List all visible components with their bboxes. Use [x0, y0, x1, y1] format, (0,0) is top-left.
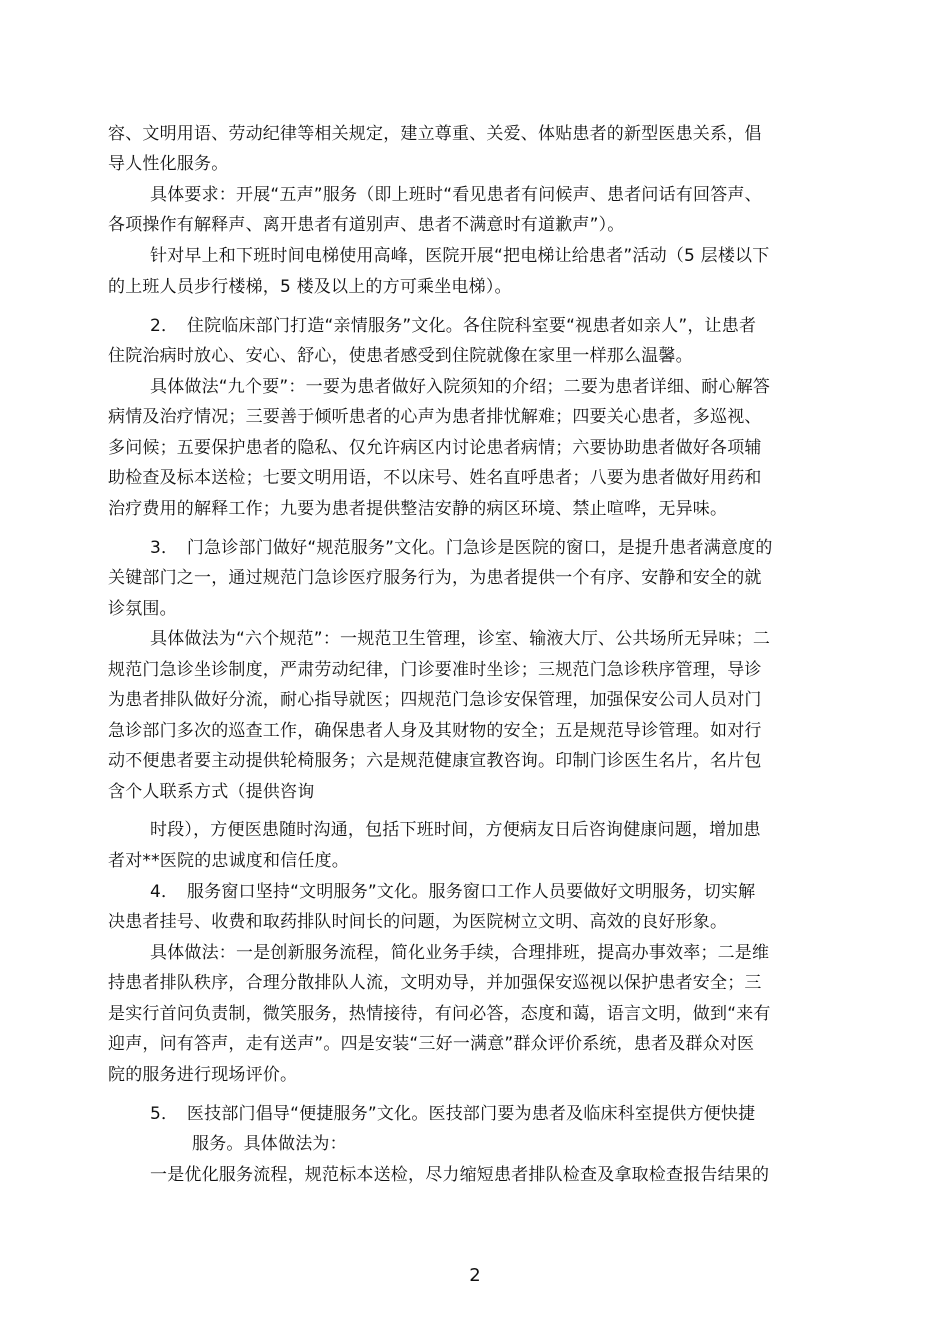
text-line: 治疗费用的解释工作；九要为患者提供整洁安静的病区环境、禁止喧哗，无异味。: [108, 499, 728, 519]
text-line: 决患者挂号、收费和取药排队时间长的问题，为医院树立文明、高效的良好形象。: [108, 912, 728, 932]
text-line: 病情及治疗情况；三要善于倾听患者的心声为患者排忧解难；四要关心患者，多巡视、: [108, 407, 762, 427]
text-line: 各项操作有解释声、离开患者有道别声、患者不满意时有道歉声”）。: [108, 215, 625, 235]
text-line: 动不便患者要主动提供轮椅服务；六是规范健康宣教咨询。印制门诊医生名片，名片包: [108, 751, 762, 771]
text-line: 导人性化服务。: [108, 154, 229, 174]
text-line: 针对早上和下班时间电梯使用高峰，医院开展“把电梯让给患者”活动（5 层楼以下: [150, 246, 770, 266]
text-line: 时段），方便医患随时沟通，包括下班时间，方便病友日后咨询健康问题，增加患: [150, 820, 761, 840]
text-line: 者对**医院的忠诚度和信任度。: [108, 851, 349, 871]
text-line: 持患者排队秩序，合理分散排队人流，文明劝导，并加强保安巡视以保护患者安全；三: [108, 973, 762, 993]
text-line: 迎声，问有答声，走有送声”。四是安装“三好一满意”群众评价系统，患者及群众对医: [108, 1034, 755, 1054]
page-number: 2: [469, 1265, 481, 1286]
text-line: 规范门急诊坐诊制度，严肃劳动纪律，门诊要准时坐诊；三规范门急诊秩序管理，导诊: [108, 660, 762, 680]
text-line: 5． 医技部门倡导“便捷服务”文化。医技部门要为患者及临床科室提供方便快捷: [150, 1104, 756, 1124]
text-line: 2． 住院临床部门打造“亲情服务”文化。各住院科室要“视患者如亲人”，让患者: [150, 316, 757, 336]
text-line: 具体做法为“六个规范”：一规范卫生管理，诊室、输液大厅、公共场所无异味；二: [150, 629, 771, 649]
text-line: 院的服务进行现场评价。: [108, 1065, 298, 1085]
text-line: 具体要求：开展“五声”服务（即上班时“看见患者有问候声、患者问话有回答声、: [150, 185, 762, 205]
text-line: 含个人联系方式（提供咨询: [108, 782, 315, 802]
text-line: 住院治病时放心、安心、舒心，使患者感受到住院就像在家里一样那么温馨。: [108, 346, 693, 366]
text-line: 是实行首问负责制，微笑服务，热情接待，有问必答，态度和蔼，语言文明，做到“来有: [108, 1004, 771, 1024]
text-line: 容、文明用语、劳动纪律等相关规定，建立尊重、关爱、体贴患者的新型医患关系，倡: [108, 124, 762, 144]
text-line: 4． 服务窗口坚持“文明服务”文化。服务窗口工作人员要做好文明服务，切实解: [150, 882, 756, 902]
text-line: 的上班人员步行楼梯，5 楼及以上的方可乘坐电梯）。: [108, 277, 512, 297]
text-line: 多问候；五要保护患者的隐私、仅允许病区内讨论患者病情；六要协助患者做好各项辅: [108, 438, 762, 458]
text-line: 关键部门之一，通过规范门急诊医疗服务行为，为患者提供一个有序、安静和安全的就: [108, 568, 762, 588]
text-line: 服务。具体做法为：: [192, 1134, 347, 1154]
text-line: 为患者排队做好分流，耐心指导就医；四规范门急诊安保管理，加强保安公司人员对门: [108, 690, 762, 710]
text-line: 一是优化服务流程，规范标本送检，尽力缩短患者排队检查及拿取检查报告结果的: [150, 1165, 770, 1185]
text-line: 3． 门急诊部门做好“规范服务”文化。门急诊是医院的窗口，是提升患者满意度的: [150, 538, 773, 558]
text-line: 诊氛围。: [108, 599, 177, 619]
text-line: 急诊部门多次的巡查工作，确保患者人身及其财物的安全；五是规范导诊管理。如对行: [108, 721, 762, 741]
text-line: 具体做法“九个要”：一要为患者做好入院须知的介绍；二要为患者详细、耐心解答: [150, 377, 771, 397]
text-line: 助检查及标本送检；七要文明用语，不以床号、姓名直呼患者；八要为患者做好用药和: [108, 468, 762, 488]
text-line: 具体做法：一是创新服务流程，简化业务手续，合理排班，提高办事效率；二是维: [150, 943, 770, 963]
